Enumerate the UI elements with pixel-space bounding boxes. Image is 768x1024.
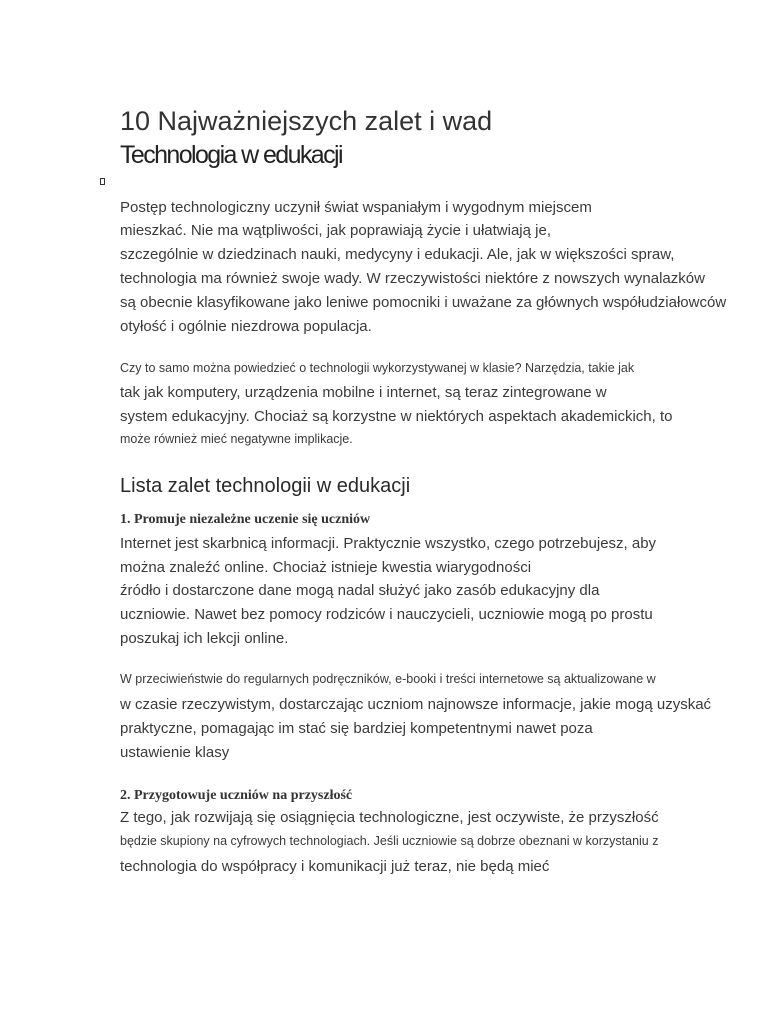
paragraph-line: technologia do współpracy i komunikacji już teraz, nie będą mieć — [120, 858, 550, 875]
paragraph-line: Internet jest skarbnicą informacji. Praktycznie wszystko, czego potrzebujesz, aby — [120, 535, 657, 552]
paragraph-line: Z tego, jak rozwijają się osiągnięcia technologiczne, jest oczywiste, że przyszłość — [120, 809, 659, 826]
paragraph-line: źródło i dostarczone dane mogą nadal służyć jako zasób edukacyjny dla — [120, 582, 600, 599]
paragraph-line: ustawienie klasy — [120, 744, 230, 761]
intro-line: otyłość i ogólnie niezdrowa populacja. — [120, 318, 372, 335]
section-heading: Lista zalet technologii w edukacji — [120, 475, 411, 497]
paragraph-line: W przeciwieństwie do regularnych podręczników, e-booki i treści internetowe są aktualizowane w — [120, 672, 656, 686]
item-heading: 1. Promuje niezależne uczenie się uczniów — [120, 512, 371, 527]
paragraph-line: można znaleźć online. Chociaż istnieje kwestia wiarygodności — [120, 559, 532, 576]
paragraph-line: Czy to samo można powiedzieć o technologii wykorzystywanej w klasie? Narzędzia, takie jak — [120, 361, 635, 375]
intro-line: mieszkać. Nie ma wątpliwości, jak poprawiają życie i ułatwiają je, — [120, 222, 551, 239]
document-title: 10 Najważniejszych zalet i wad — [120, 106, 493, 136]
paragraph-line: będzie skupiony na cyfrowych technologiach. Jeśli uczniowie są dobrze obeznani w korzystaniu z — [120, 834, 659, 848]
paragraph-line: praktyczne, pomagając im stać się bardziej kompetentnymi nawet poza — [120, 720, 593, 737]
intro-line: Postęp technologiczny uczynił świat wspaniałym i wygodnym miejscem — [120, 199, 592, 216]
intro-line: technologia ma również swoje wady. W rzeczywistości niektóre z nowszych wynalazków — [120, 270, 705, 287]
missing-glyph-icon — [100, 178, 105, 185]
paragraph-line: system edukacyjny. Chociaż są korzystne w niektórych aspektach akademickich, to — [120, 408, 673, 425]
paragraph-line: może również mieć negatywne implikacje. — [120, 432, 353, 446]
paragraph-line: tak jak komputery, urządzenia mobilne i internet, są teraz zintegrowane w — [120, 384, 607, 401]
paragraph-line: uczniowie. Nawet bez pomocy rodziców i nauczycieli, uczniowie mogą po prostu — [120, 606, 653, 623]
paragraph-line: poszukaj ich lekcji online. — [120, 630, 289, 647]
intro-line: są obecnie klasyfikowane jako leniwe pomocniki i uważane za głównych współudziałowców — [120, 294, 727, 311]
intro-line: szczególnie w dziedzinach nauki, medycyny i edukacji. Ale, jak w większości spraw, — [120, 246, 675, 263]
document-subtitle: Technologia w edukacji — [120, 141, 342, 169]
paragraph-line: w czasie rzeczywistym, dostarczając uczniom najnowsze informacje, jakie mogą uzyskać — [120, 696, 712, 713]
item-heading: 2. Przygotowuje uczniów na przyszłość — [120, 788, 353, 803]
